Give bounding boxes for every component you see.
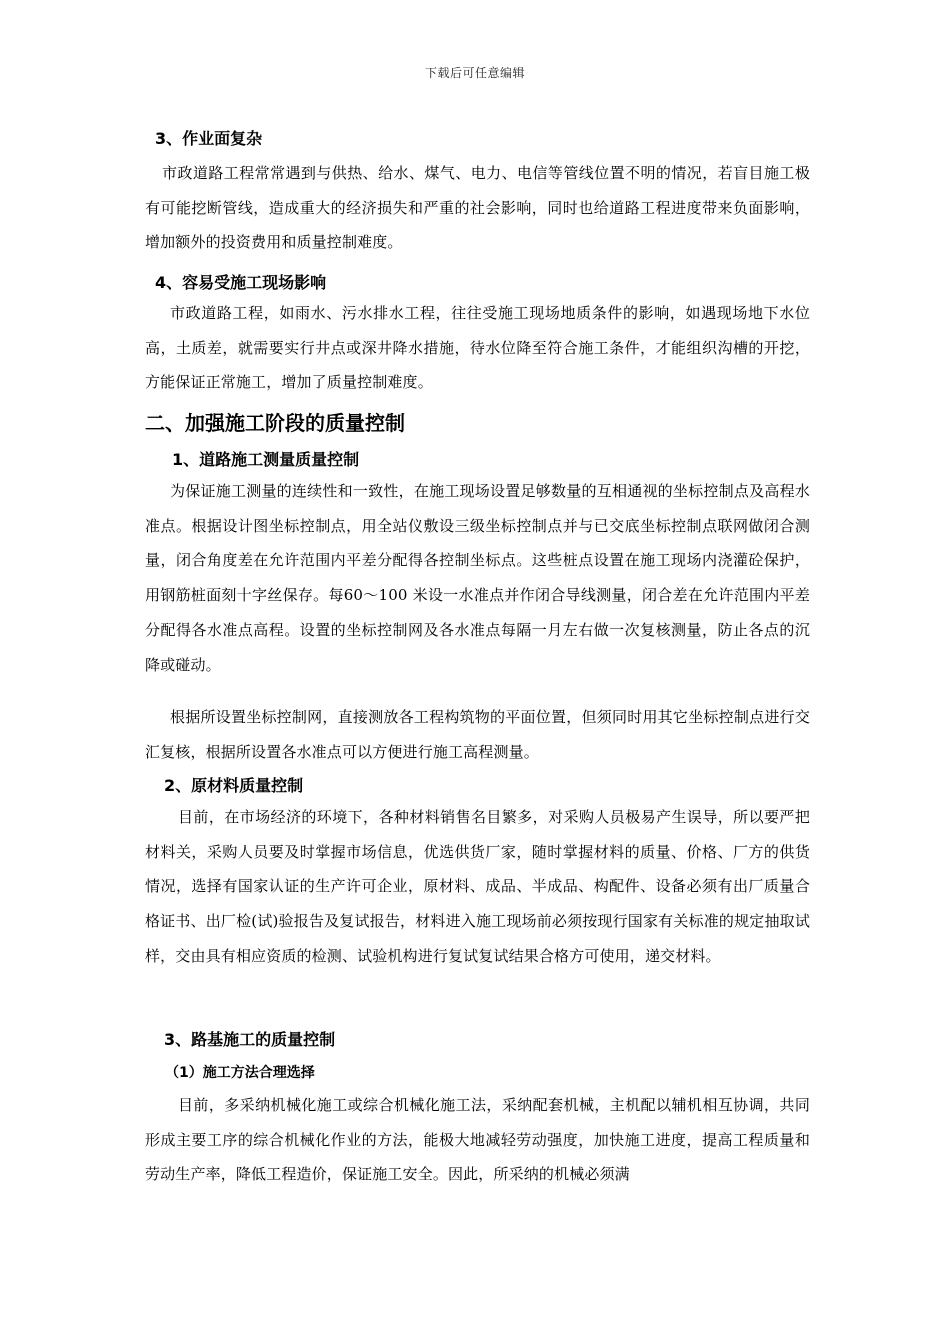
paragraph: 目前，多采纳机械化施工或综合机械化施工法，采纳配套机械，主机配以辅机相互协调，共同形成主要工序的综合机械化作业的方法，能极大地减轻劳动强度，加快施工进度，提高工程质量和劳动生产率，降低工程造价，保证施工安全。因此，所采纳的机械必须满 <box>145 1096 810 1184</box>
paragraph: 根据所设置坐标控制网，直接测放各工程构筑物的平面位置，但须同时用其它坐标控制点进行交汇复核，根据所设置各水准点可以方便进行施工高程测量。 <box>145 708 810 761</box>
section-heading: 3、路基施工的质量控制 <box>164 1030 336 1049</box>
section-heading: 1、道路施工测量质量控制 <box>172 450 360 469</box>
section-heading: 2、原材料质量控制 <box>164 776 304 795</box>
paragraph: 目前，在市场经济的环境下，各种材料销售名目繁多，对采购人员极易产生误导，所以要严把材料关，采购人员要及时掌握市场信息，优选供货厂家，随时掌握材料的质量、价格、厂方的供货情况，选择有国家认证的生产许可企业，原材料、成品、半成品、构配件、设备必须有出厂质量合格证书、出厂检(试)验报告及复试报告，材料进入施工现场前必须按现行国家有关标准的规定抽取试样，交由具有相应资质的检测、试验机构进行复试复试结果合格方可使用，递交材料。 <box>145 808 810 965</box>
paragraph: 为保证施工测量的连续性和一致性，在施工现场设置足够数量的互相通视的坐标控制点及高程水准点。根据设计图坐标控制点，用全站仪敷设三级坐标控制点并与已交底坐标控制点联网做闭合测量，闭合角度差在允许范围内平差分配得各控制坐标点。这些桩点设置在施工现场内浇灌砼保护，用钢筋桩面刻十字丝保存。每60～100 米设一水准点并作闭合导线测量，闭合差在允许范围内平差分配得各水准点高程。设置的坐标控制网及各水准点每隔一月左右做一次复核测量，防止各点的沉降或碰动。 <box>145 482 810 674</box>
section-heading: 3、作业面复杂 <box>155 129 263 148</box>
page-header: 下载后可任意编辑 <box>424 66 525 80</box>
subsection-heading: （1）施工方法合理选择 <box>165 1065 315 1081</box>
section-heading: 4、容易受施工现场影响 <box>155 273 327 292</box>
part-heading: 二、加强施工阶段的质量控制 <box>145 411 405 435</box>
paragraph: 市政道路工程，如雨水、污水排水工程，往往受施工现场地质条件的影响，如遇现场地下水位高，土质差，就需要实行井点或深井降水措施，待水位降至符合施工条件，才能组织沟槽的开挖，方能保证正常施工，增加了质量控制难度。 <box>145 304 810 392</box>
paragraph: 市政道路工程常常遇到与供热、给水、煤气、电力、电信等管线位置不明的情况，若盲目施工极有可能挖断管线，造成重大的经济损失和严重的社会影响，同时也给道路工程进度带来负面影响，增加额外的投资费用和质量控制难度。 <box>145 164 810 252</box>
